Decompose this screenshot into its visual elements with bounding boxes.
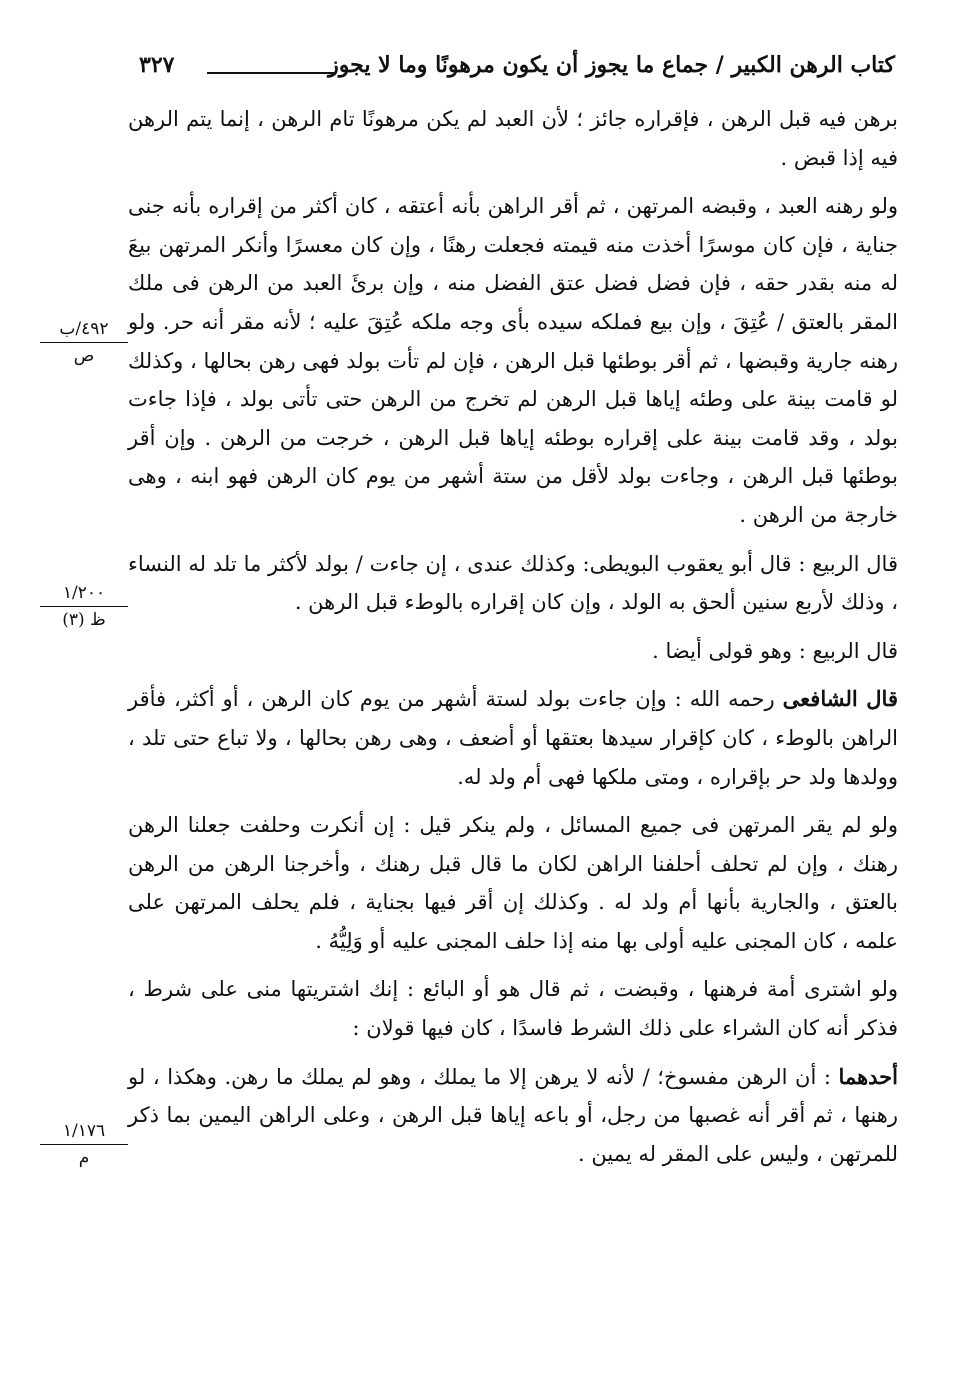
paragraph-text: قال الربيع : وهو قولى أيضا .: [652, 638, 898, 663]
paragraph: [128, 545, 898, 622]
paragraph-text: ولو لم يقر المرتهن فى جميع المسائل ، ولم ينكر قيل : إن أنكرت وحلفت جعلنا الرهن رهنك ، وإن لم تحلف أحلفنا الراهن لكان ما قال قبل رهنك ، وأخرجنا الرهن من الرهن بالعتق ، والجارية بأنها أم ولد له . وكذلك إن أقر فيها بجناية ، فلم يحلف المرتهن على علمه ، كان المجنى عليه أولى بها منه إذا حلف المجنى عليه أو وَلِيُّهُ .: [128, 813, 898, 953]
paragraph-text: برهن فيه قبل الرهن ، فإقراره جائز ؛ لأن العبد لم يكن مرهونًا تام الرهن ، إنما يتم الرهن فيه إذا قبض .: [128, 107, 898, 170]
margin-note-manuscript: ص: [73, 346, 95, 366]
paragraph-text: قال الربيع : قال أبو يعقوب البويطى: وكذلك عندى ، إن جاءت / بولد لأكثر ما تلد له النساء ، وذلك لأربع سنين ألحق به الولد ، وإن كان إقراره بالوطء قبل الرهن .: [128, 551, 898, 615]
margin-note-manuscript: م: [78, 1148, 90, 1168]
margin-note: [40, 318, 128, 367]
body-text: [128, 100, 898, 1183]
paragraph-text: ولو اشترى أمة فرهنها ، وقبضت ، ثم قال هو أو البائع : إنك اشتريتها منى على شرط ، فذكر أنه كان الشراء على ذلك الشرط فاسدًا ، كان فيها قولان :: [128, 977, 898, 1041]
paragraph-text: : أن الرهن مفسوخ؛ / لأنه لا يرهن إلا ما يملك ، وهو لم يملك ما رهن. وهكذا ، لو رهنها ، ثم أقر أنه غصبها من رجل، أو باعه إياها قبل الرهن ، وعلى الراهن اليمين بما ذكر للمرتهن ، وليس على المقر له يمين .: [128, 1064, 898, 1166]
paragraph: [128, 187, 898, 534]
running-header: [135, 52, 895, 92]
paragraph: [128, 632, 898, 671]
margin-note: [40, 1120, 128, 1169]
paragraph-lead: قال الشافعى: [782, 686, 898, 712]
paragraph: [128, 970, 898, 1047]
margin-note-folio: ٤٩٢/ب: [40, 318, 128, 343]
paragraph: [128, 680, 898, 796]
margin-note-folio: ١/٢٠٠: [40, 582, 128, 607]
paragraph-lead: أحدهما: [838, 1063, 898, 1089]
margin-note-manuscript: ظ (٣): [62, 610, 106, 630]
header-title: كتاب الرهن الكبير / جماع ما يجوز أن يكون مرهونًا وما لا يجوز: [328, 52, 895, 78]
header-rule: [207, 72, 335, 74]
paragraph: [128, 100, 898, 177]
margin-note-folio: ١/١٧٦: [40, 1120, 128, 1145]
paragraph-text: ولو رهنه العبد ، وقبضه المرتهن ، ثم أقر الراهن بأنه أعتقه ، كان أكثر من إقراره بأنه جنى جناية ، فإن كان موسرًا أخذت منه قيمته فجعلت رهنًا ، وإن كان معسرًا وأنكر المرتهن بيعَ له منه بقدر حقه ، فإن فضل فضل عتق الفضل منه ، وإن برئَ العبد من الرهن فى ملك المقر بالعتق / عُتِقَ ، وإن بيع فملكه سيده بأى وجه ملكه عُتِقَ عليه ؛ لأنه مقر أنه حر. ولو رهنه جارية وقبضها ، ثم أقر بوطئها قبل الرهن ، فإن لم تأت بولد فهى رهن بحالها ، وكذلك لو قامت بينة على وطئه إياها قبل الرهن لم تخرج من الرهن حتى تأتى بولد ، فإذا جاءت بولد ، وقد قامت بينة على إقراره بوطئه إياها قبل الرهن ، خرجت من الرهن . وإن أقر بوطئها قبل الرهن ، وجاءت بولد لأقل من ستة أشهر من يوم كان الرهن فهو ابنه ، وهى خارجة من الرهن .: [128, 194, 898, 527]
paragraph: [128, 1058, 898, 1174]
margin-note: [40, 582, 128, 631]
paragraph: [128, 806, 898, 960]
page-number: ٣٢٧: [139, 52, 175, 78]
paragraph-text: رحمه الله : وإن جاءت بولد لستة أشهر من يوم كان الرهن ، أو أكثر، فأقر الراهن بالوطء ، كان كإقرار سيدها بعتقها أو أضعف ، وهى رهن بحالها ، ولا تباع حتى تلد ، وولدها ولد حر بإقراره ، ومتى ملكها فهى أم ولد له.: [128, 687, 898, 789]
